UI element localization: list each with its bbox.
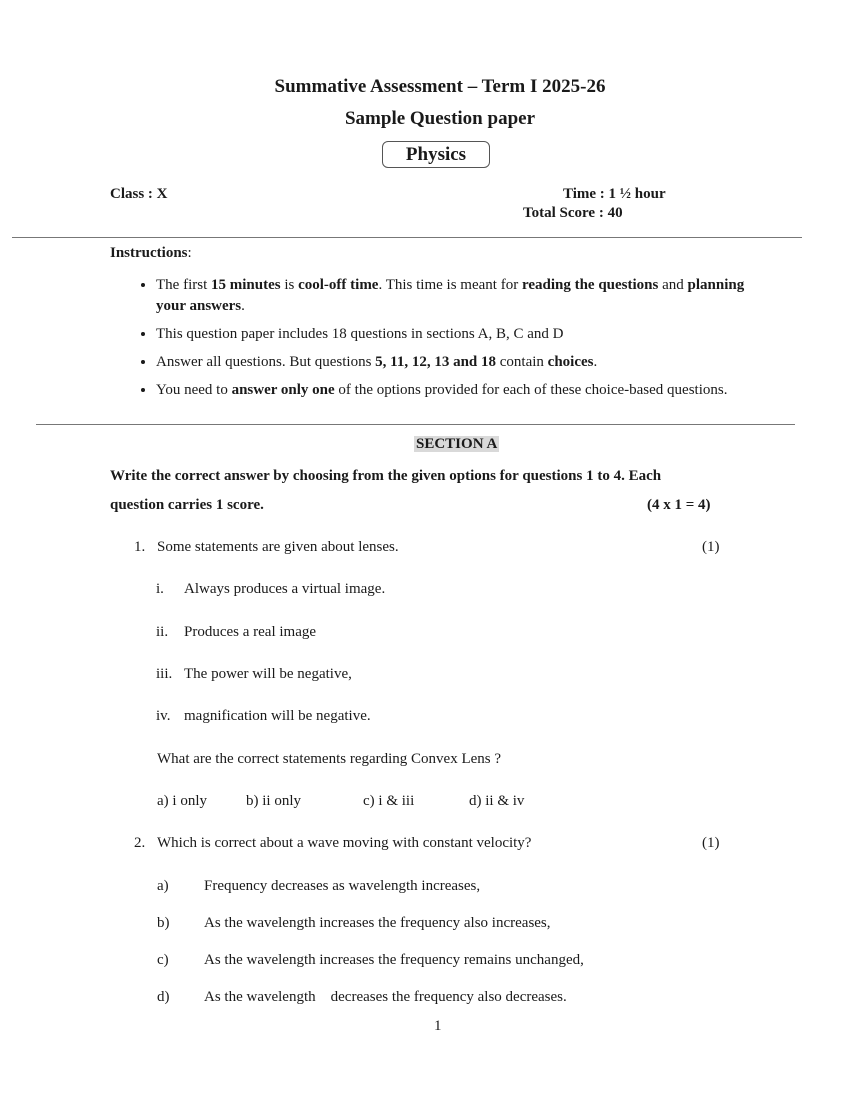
instruction-item: • The first 15 minutes is cool-off time. This time is meant for reading the questions and planning your answers. (156, 275, 776, 317)
class-label: Class : X (110, 186, 168, 202)
option-label: a) (157, 878, 169, 894)
time-label: Time : 1 ½ hour (563, 186, 666, 202)
paper-subtitle: Sample Question paper (344, 108, 536, 129)
option-text: As the wavelength increases the frequency also increases, (204, 915, 551, 931)
statement-text: The power will be negative, (184, 666, 352, 682)
statement-number: iv. (156, 708, 171, 724)
statement-text: Always produces a virtual image. (184, 581, 386, 597)
option-label: d) (157, 989, 170, 1005)
instruction-item: • This question paper includes 18 questions in sections A, B, C and D (156, 324, 776, 345)
section-a-heading: SECTION A (416, 436, 498, 452)
statement-number: i. (156, 581, 164, 597)
marks-scheme: (4 x 1 = 4) (647, 497, 711, 513)
subject-box: Physics (382, 141, 490, 168)
question-text: Which is correct about a wave moving with constant velocity? (157, 835, 532, 851)
section-directive-line1: Write the correct answer by choosing from the given options for questions 1 to 4. Each (110, 468, 662, 484)
option-text: As the wavelength decreases the frequency also decreases. (204, 989, 567, 1005)
instruction-item: • You need to answer only one of the options provided for each of these choice-based questions. (156, 380, 776, 401)
answer-option: c) i & iii (363, 793, 415, 809)
option-label: c) (157, 952, 169, 968)
question-prompt: What are the correct statements regarding Convex Lens ? (157, 751, 502, 767)
instruction-item: • Answer all questions. But questions 5, 11, 12, 13 and 18 contain choices. (156, 352, 776, 373)
option-text: As the wavelength increases the frequency remains unchanged, (204, 952, 584, 968)
answer-option: b) ii only (246, 793, 301, 809)
question-number: 1. (134, 539, 146, 555)
statement-number: iii. (156, 666, 173, 682)
option-text: Frequency decreases as wavelength increases, (204, 878, 481, 894)
instructions-list (138, 275, 776, 408)
answer-option: d) ii & iv (469, 793, 525, 809)
page-number: 1 (434, 1018, 442, 1034)
option-label: b) (157, 915, 170, 931)
instructions-divider (36, 424, 795, 425)
answer-option: a) i only (157, 793, 207, 809)
statement-text: magnification will be negative. (184, 708, 371, 724)
total-score-label: Total Score : 40 (523, 205, 623, 221)
instructions-heading: Instructions: (110, 245, 192, 261)
statement-number: ii. (156, 624, 169, 640)
question-marks: (1) (702, 539, 720, 555)
statement-text: Produces a real image (184, 624, 317, 640)
question-text: Some statements are given about lenses. (157, 539, 399, 555)
question-marks: (1) (702, 835, 720, 851)
section-directive-line2: question carries 1 score. (110, 497, 264, 513)
exam-title: Summative Assessment – Term I 2025-26 (274, 76, 606, 97)
header-divider (12, 237, 802, 238)
question-number: 2. (134, 835, 146, 851)
